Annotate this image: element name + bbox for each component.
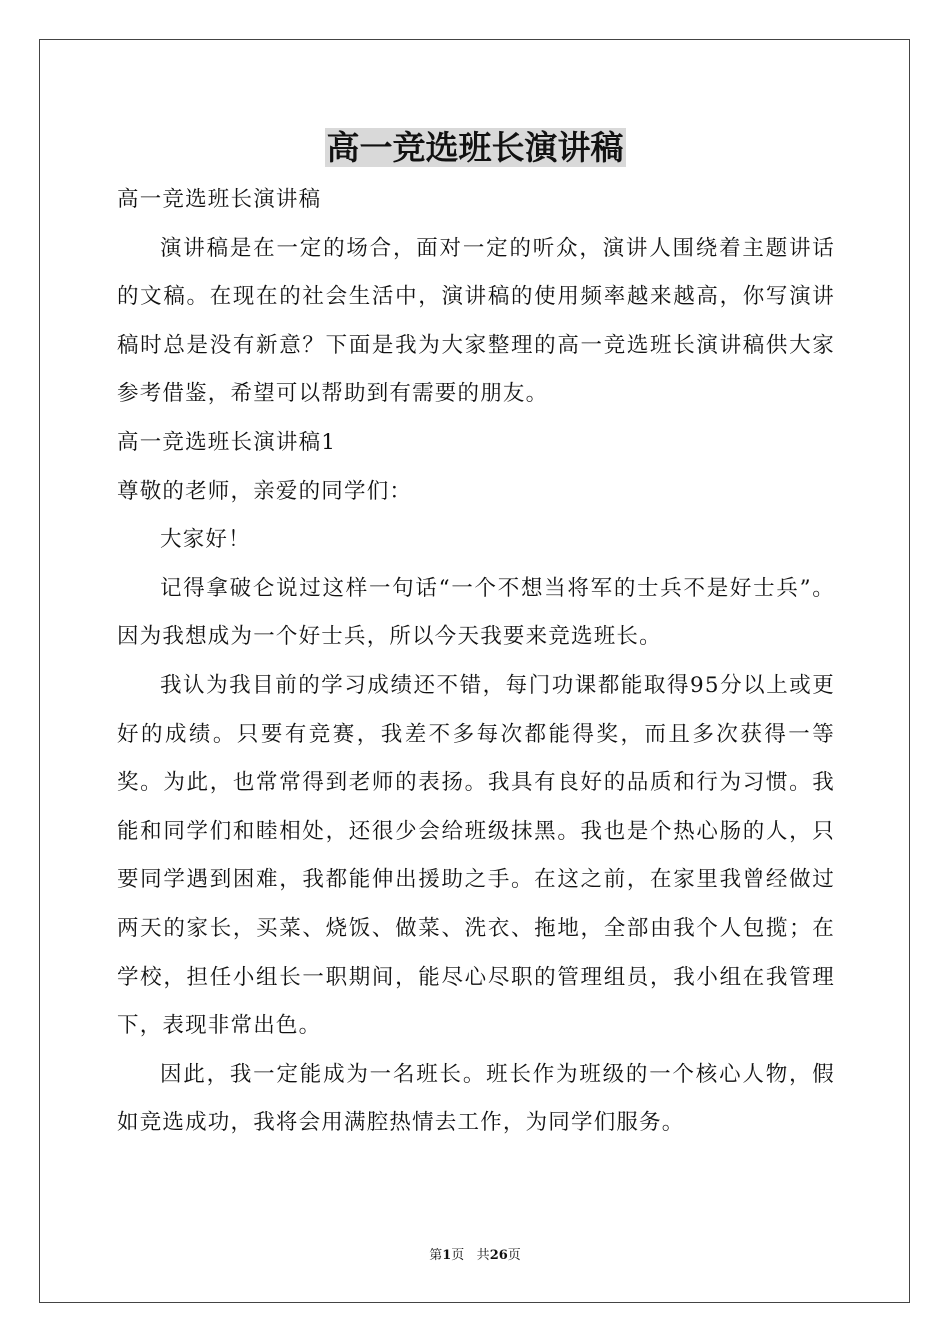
page-footer <box>0 1246 950 1266</box>
paragraph-greeting: 大家好！ <box>160 527 251 553</box>
paragraph-body-2: 我认为我目前的学习成绩还不错，每门功课都能取得95分以上或更好的成绩。只要有竞赛，我差不多每次都能得奖，而且多次获得一等奖。为此，也常常得到老师的表扬。我具有良好的品质和行为习惯。我能和同学们和睦相处，还很少会给班级抹黑。我也是个热心肠的人，只要同学遇到困难，我都能伸出援助之手。在这之前，在家里我曾经做过两天的家长，买菜、烧饭、做菜、洗衣、拖地，全部由我个人包揽；在学校，担任小组长一职期间，能尽心尽职的管理组员，我小组在我管理下，表现非常出色。 <box>117 672 835 1039</box>
paragraph-intro: 演讲稿是在一定的场合，面对一定的听众，演讲人围绕着主题讲话的文稿。在现在的社会生活中，演讲稿的使用频率越来越高，你写演讲稿时总是没有新意？下面是我为大家整理的高一竞选班长演讲稿供大家参考借鉴，希望可以帮助到有需要的朋友。 <box>117 235 835 407</box>
paragraph-body-3: 因此，我一定能成为一名班长。班长作为班级的一个核心人物，假如竞选成功，我将会用满腔热情去工作，为同学们服务。 <box>117 1061 835 1136</box>
paragraph-subtitle: 高一竞选班长演讲稿 <box>117 187 322 212</box>
document-title: 高一竞选班长演讲稿 <box>326 128 624 167</box>
paragraph-body-1: 记得拿破仑说过这样一句话“一个不想当将军的士兵不是好士兵”。因为我想成为一个好士兵，所以今天我要来竞选班长。 <box>117 575 835 650</box>
document-body <box>117 176 835 1148</box>
footer-total-pages: 26 <box>489 1248 508 1263</box>
footer-total-prefix: 共 <box>476 1248 490 1263</box>
footer-page-suffix: 页 <box>451 1248 465 1263</box>
paragraph-section-heading: 高一竞选班长演讲稿1 <box>117 429 337 455</box>
footer-page-number: 1 <box>442 1248 452 1263</box>
footer-page-prefix: 第 <box>429 1248 443 1263</box>
footer-total-suffix: 页 <box>507 1248 521 1263</box>
document-title-block <box>0 124 950 172</box>
paragraph-salutation: 尊敬的老师，亲爱的同学们： <box>117 478 413 504</box>
